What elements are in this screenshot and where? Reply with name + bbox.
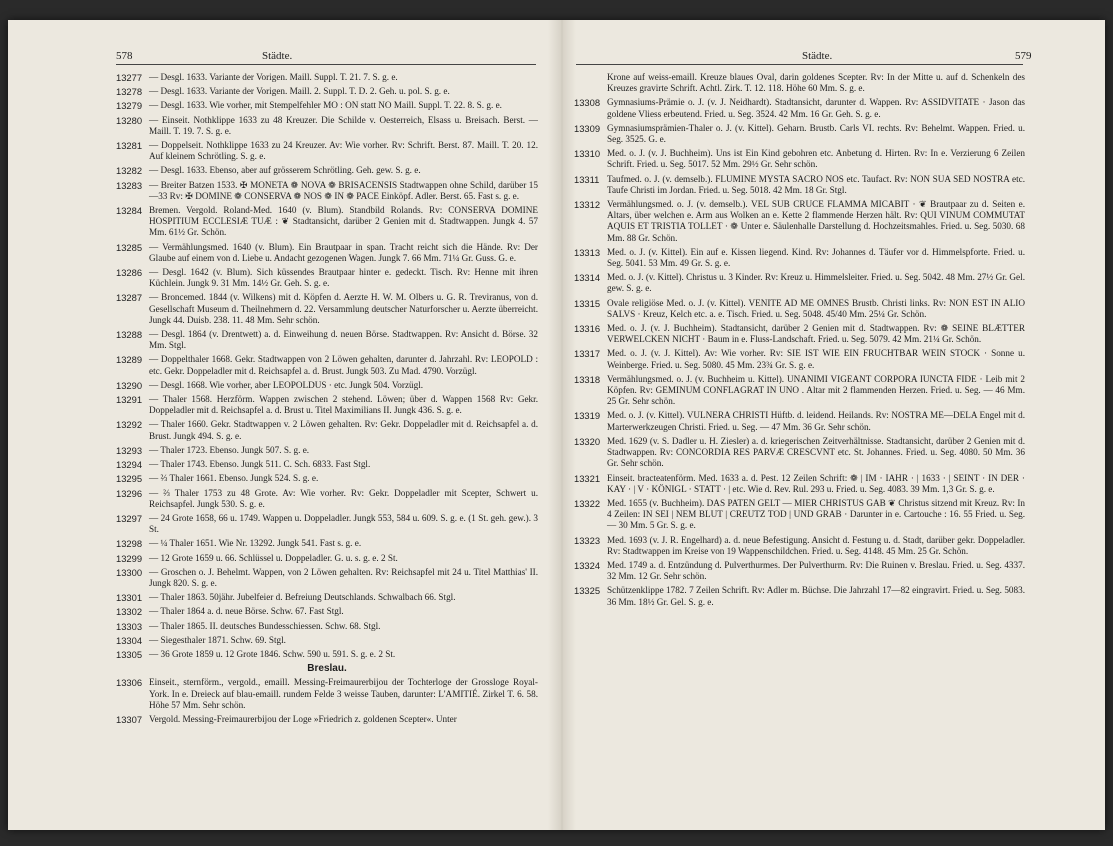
entry-text: Ovale religiöse Med. o. J. (v. Kittel). VENITE AD ME OMNES Brustb. Christi links. Rv: NON EST IN ALIO SALVS · Kreuz, Kelch etc. a. e. Tisch. Fried. u. Seg. 5048. 45/40 Mm. 25¼ Gr. Schön. [607,297,1025,319]
entry-number: 13295 [116,473,143,485]
entry-number: 13290 [116,379,143,391]
catalog-entry [116,538,538,549]
entry-text: — Desgl. 1642 (v. Blum). Sich küssendes Brautpaar hinter e. gedeckt. Tisch. Rv: Henne mit ihren Küchlein. Jungk 9. 31 Mm. 14½ Gr. Geh. S. g. e. [149,267,538,289]
catalog-entry [116,292,538,326]
entry-number: 13283 [116,179,143,191]
entry-number: 13314 [574,272,601,284]
catalog-entry [116,205,538,239]
entry-number: 13317 [574,348,601,360]
catalog-entry [116,419,538,441]
entry-text: Med. o. J. (v. J. Buchheim). Uns ist Ein Kind gebohren etc. Anbetung d. Hirten. Rv: In e. Verzierung 6 Zeilen Schrift. Fried. u. Seg. 5017. 52 Mm. 29½ Gr. Sehr schön. [607,148,1025,170]
entry-number: 13294 [116,459,143,471]
entry-number: 13301 [116,592,143,604]
entry-number: 13296 [116,487,143,499]
entry-text: Bremen. Vergold. Roland-Med. 1640 (v. Blum). Standbild Rolands. Rv: CONSERVA DOMINE HOSPITIUM ECCLESIÆ TUÆ : ❦ Stadtansicht, darüber 2 Genien mit d. Stadtwappen. Jungk 4. 57 Mm. 61½ Gr. Schön. [149,205,538,238]
entry-number: 13300 [116,566,143,578]
catalog-entry [116,267,538,289]
entry-text: Med. o. J. (v. Kittel). Ein auf e. Kissen liegend. Kind. Rv: Johannes d. Täufer vor d. Himmelspforte. Fried. u. Seg. 5041. 53 Mm. 49 Gr. S. g. e. [607,246,1025,269]
continuation-entry [574,72,1025,94]
entry-text: Vermählungsmed. o. J. (v. Buchheim u. Kittel). UNANIMI VIGEANT CORPORA IUNCTA FIDE · Leib mit 2 Köpfen. Rv: GEMINUM CONFLAGRAT IN UNO . Altar mit 2 flammenden Herzen. Fried. u. Seg. — 46 Mm. 25 Gr. Sehr schön. [607,373,1025,407]
section-heading-breslau: Breslau. [307,663,347,675]
entry-text: Einseit., sternförm., vergold., emaill. Messing-Freimaurerbijou der Tochterloge der Grossloge Royal-York. In e. Dreieck auf blau-emaill. rundem Felde 3 weisse Tauben, darunter: L'AMITIÉ. Zirkel T. 6. 58. Höhe 57 Mm. Sehr schön. [149,677,538,710]
catalog-entry [574,298,1025,320]
entry-number: 13322 [574,497,601,509]
entry-text: — Desgl. 1633. Variante der Vorigen. Maill. 2. Suppl. T. D. 2. Geh. u. pol. S. g. e. [149,86,450,97]
catalog-entry [116,329,538,351]
entry-number: 13284 [116,205,143,217]
entry-number: 13324 [574,559,601,571]
entry-text: Med. o. J. (v. Kittel). Christus u. 3 Kinder. Rv: Kreuz u. Himmelsleiter. Fried. u. Seg. 5042. 48 Mm. 27½ Gr. Gel. gew. S. g. e. [607,272,1025,294]
catalog-entry [574,199,1025,244]
entry-number: 13320 [574,435,601,447]
entry-text: — Thaler 1568. Herzförm. Wappen zwischen 2 stehend. Löwen; über d. Wappen 1568 Rv: Gekr. Doppeladler mit d. Reichsapfel a. d. Brust u. Titel Maximilians II. Jungk 436. S. g. e. [149,394,538,416]
entry-text: — Siegesthaler 1871. Schw. 69. Stgl. [149,634,286,645]
catalog-entry [574,148,1025,170]
entry-text: — Doppelthaler 1668. Gekr. Stadtwappen von 2 Löwen gehalten, darunter d. Jahrzahl. Rv: LEOPOLD : etc. Gekr. Doppeladler mit d. Reichsapfel a. d. Brust. Jungk 503. Zu Mad. 4790. Vorzügl. [149,354,538,376]
catalog-entry [116,649,538,660]
entry-text: Vermählungsmed. o. J. (v. demselb.). VEL SUB CRUCE FLAMMA MICABIT · ❦ Brautpaar zu d. Seiten e. Altars, über welchen e. Arm aus Wolken an e. Kette 2 flammende Herzen hält. Rv: QUI VINUM COMMUTAT AQUIS ET TRISTIA TOLLET · ❁ Unter e. Säulenhalle Darstellung d. Hochzeitsmahles. Fried. u. Seg. 5030. 68 Mm. 88 Gr. Schön. [607,199,1025,243]
catalog-entry [116,513,538,535]
entry-text: — 12 Grote 1659 u. 66. Schlüssel u. Doppeladler. G. u. s. g. e. 2 St. [149,552,398,563]
left-running-head: Städte. [262,50,293,62]
entry-text: — Thaler 1723. Ebenso. Jungk 507. S. g. e. [149,444,310,455]
catalog-entry [116,714,538,725]
entry-number: 13308 [574,97,601,109]
entry-text: Med. o. J. (v. J. Buchheim). Stadtansicht, darüber 2 Genien mit d. Stadtwappen. Rv: ❁ SEINE BLÆTTER VERWELCKEN NICHT · Baum in e. Fluss-Landschaft. Fried. u. Seg. 5079. 42 Mm. 21¼ Gr. Schön. [607,323,1025,345]
catalog-entry [574,97,1025,119]
catalog-entry [116,165,538,176]
entry-number: 13299 [116,552,143,564]
entry-number: 13321 [574,472,601,484]
entry-text: Vergold. Messing-Freimaurerbijou der Loge »Friedrich z. goldenen Scepter«. Unter [149,713,457,724]
entry-text: Schützenklippe 1782. 7 Zeilen Schrift. Rv: Adler m. Büchse. Die Jahrzahl 17—82 eingravirt. Fried. u. Seg. 5083. 36 Mm. 18½ Gr. Gel. S. g. e. [607,585,1025,607]
entry-text: — Desgl. 1668. Wie vorher, aber LEOPOLDUS · etc. Jungk 504. Vorzügl. [149,379,424,390]
catalog-entry [574,272,1025,294]
entry-number: 13297 [116,512,143,524]
right-page [566,20,1105,830]
left-page-number: 578 [116,50,133,62]
entry-text: — Thaler 1865. II. deutsches Bundesschiessen. Schw. 68. Stgl. [149,620,381,631]
catalog-entry [116,553,538,564]
entry-number: 13312 [574,199,601,211]
entry-text: — 36 Grote 1859 u. 12 Grote 1846. Schw. 590 u. 591. S. g. e. 2 St. [149,648,396,659]
entry-number: 13319 [574,410,601,422]
entry-text: — Thaler 1863. 50jähr. Jubelfeier d. Befreiung Deutschlands. Schwalbach 66. Stgl. [149,592,456,603]
left-page [8,20,556,830]
entry-text: — Vermählungsmed. 1640 (v. Blum). Ein Brautpaar in span. Tracht reicht sich die Hände. Rv: Der Glaube auf einem von d. Liebe u. Andacht gezogenen Wagen. Jungk 7. 66 Mm. 71¼ Gr. Guss. G. e. [149,241,538,263]
catalog-entry [574,498,1025,532]
entry-number: 13309 [574,122,601,134]
catalog-entry [116,100,538,111]
catalog-entry [574,585,1025,607]
entry-text: Gymnasiumsprämien-Thaler o. J. (v. Kittel). Geharn. Brustb. Carls VI. rechts. Rv: Behelmt. Wappen. Fried. u. Seg. 3525. G. e. [607,122,1025,145]
entry-text: — Breiter Batzen 1533. ✠ MONETA ❁ NOVA ❁ BRISACENSIS Stadtwappen ohne Schild, darüber 15—33 Rv: ✠ DOMINE ❁ CONSERVA ❁ NOS ❁ IN ❁ PACE Einköpf. Adler. Berst. 65. Fast s. g. e. [149,179,538,201]
left-entries-after-list [116,677,538,725]
left-header-rule [116,64,536,65]
book-spread [8,20,1105,830]
entry-text: Med. 1655 (v. Buchheim). DAS PATEN GELT — MIER CHRISTUS GAB ❦ Christus sitzend mit Kreuz. Rv: In 4 Zeilen: IN SEI | NEM BLUT | CREUTZ TOD | UND GRAB · Darunter in e. Cartouche : 16. 55 Fried. u. Seg. — 30 Mm. 5 Gr. S. g. e. [607,497,1025,531]
entry-text: Med. o. J. (v. Kittel). VULNERA CHRISTI Hüftb. d. leidend. Heilands. Rv: NOSTRA ME—DELA Engel mit d. Marterwerkzeugen Christi. Fried. u. Seg. — 47 Mm. 36 Gr. Sehr schön. [607,410,1025,432]
catalog-entry [116,635,538,646]
catalog-entry [116,180,538,202]
left-entries-list [116,72,538,660]
entry-number: 13304 [116,634,143,646]
entry-text: Taufmed. o. J. (v. demselb.). FLUMINE MYSTA SACRO NOS etc. Taufact. Rv: NON SUA SED NOSTRA etc. Taufe Christi im Jordan. Fried. u. Seg. 5018. 42 Mm. 18 Gr. Stgl. [607,173,1025,195]
entry-text: — ⅔ Thaler 1661. Ebenso. Jungk 524. S. g. e. [149,473,319,484]
entry-text: — Thaler 1660. Gekr. Stadtwappen v. 2 Löwen gehalten. Rv: Gekr. Doppeladler mit d. Reichsapfel a. d. Brust. Jungk 494. S. g. e. [149,419,538,441]
right-running-head: Städte. [802,50,833,62]
entry-text: — Groschen o. J. Behelmt. Wappen, von 2 Löwen gehalten. Rv: Reichsapfel mit 24 u. Titel Matthias' II. Jungk 820. S. g. e. [149,566,538,588]
catalog-entry [116,606,538,617]
entry-number: 13287 [116,292,143,304]
right-header-rule [576,64,1023,65]
catalog-entry [574,174,1025,196]
entry-number: 13281 [116,140,143,152]
catalog-entry [574,247,1025,269]
entry-number: 13298 [116,538,143,550]
entry-text: — Einseit. Nothklippe 1633 zu 48 Kreuzer. Die Schilde v. Oesterreich, Elsass u. Breisach. Berst. — Maill. T. 19. 7. S. g. e. [149,114,538,136]
catalog-entry [574,123,1025,145]
entry-number: 13311 [574,173,600,185]
continuation-text: Krone auf weiss-emaill. Kreuze blaues Oval, darin goldenes Scepter. Rv: In der Mitte u. auf d. Schenkeln des Kreuzes gravirte Schrift. Achtl. Zirk. T. 12. 118. Höhe 60 Mm. S. g. e. [607,72,1025,94]
catalog-entry [116,72,538,83]
catalog-entry [116,86,538,97]
entry-text: — Desgl. 1633. Ebenso, aber auf grösserem Schrötling. Geh. gew. S. g. e. [149,165,421,176]
entry-number: 13280 [116,114,143,126]
right-page-number: 579 [1015,50,1032,62]
entry-number: 13313 [574,246,601,258]
entry-text: — Broncemed. 1844 (v. Wilkens) mit d. Köpfen d. Aerzte H. W. M. Olbers u. G. R. Treviranus, von d. Gesellschaft Museum d. Theilnehmern d. 22. Versammlung deutscher Naturforscher u. Aerzte überreicht. Jungk 44. Duisb. 238. 11. 48 Mm. Sehr schön. [149,292,538,325]
catalog-entry [574,348,1025,370]
entry-number: 13277 [116,72,143,83]
catalog-entry [116,592,538,603]
entry-text: — Thaler 1743. Ebenso. Jungk 511. C. Sch. 6833. Fast Stgl. [149,459,371,470]
entry-text: — 24 Grote 1658, 66 u. 1749. Wappen u. Doppeladler. Jungk 553, 584 u. 609. S. g. e. (1 St. geh. gew.). 3 St. [149,512,538,535]
entry-text: Gymnasiums-Prämie o. J. (v. J. Neidhardt). Stadtansicht, darunter d. Wappen. Rv: ASSIDVITATE · Jason das goldene Vliess erbeutend. Fried. u. Seg. 3524. 42 Mm. 16 Gr. Geh. S. g. e. [607,97,1025,119]
entry-number: 13307 [116,713,143,725]
catalog-entry [116,140,538,162]
right-page-body [574,72,1025,611]
catalog-entry [116,488,538,510]
catalog-entry [116,354,538,376]
catalog-entry [116,677,538,711]
entry-number: 13278 [116,86,143,98]
entry-number: 13310 [574,148,601,160]
entry-number: 13289 [116,354,143,366]
right-entries-list [574,97,1025,607]
catalog-entry [574,323,1025,345]
catalog-entry [574,535,1025,557]
entry-number: 13303 [116,620,143,632]
entry-text: Med. 1749 a. d. Entzündung d. Pulverthurmes. Der Pulverthurm. Rv: Die Ruinen v. Breslau. Fried. u. Seg. 4337. 32 Mm. 12 Gr. Sehr schön. [607,559,1025,582]
entry-number: 13323 [574,534,601,546]
catalog-entry [116,445,538,456]
catalog-entry [116,473,538,484]
entry-number: 13282 [116,165,143,177]
catalog-entry [574,436,1025,470]
catalog-entry [116,394,538,416]
entry-number: 13316 [574,323,601,335]
catalog-entry [574,410,1025,432]
entry-number: 13293 [116,444,143,456]
catalog-entry [116,459,538,470]
entry-number: 13286 [116,267,143,279]
catalog-entry [574,374,1025,408]
entry-number: 13305 [116,648,143,660]
entry-number: 13306 [116,677,143,689]
catalog-entry [116,567,538,589]
entry-text: — Thaler 1864 a. d. neue Börse. Schw. 67. Fast Stgl. [149,606,344,617]
entry-number: 13325 [574,585,601,597]
entry-text: — Doppelseit. Nothklippe 1633 zu 24 Kreuzer. Av: Wie vorher. Rv: Schrift. Berst. 87. Maill. T. 20. 12. Auf kleinem Schrötling. S. g. e. [149,140,538,162]
catalog-entry [574,473,1025,495]
entry-text: Med. 1693 (v. J. R. Engelhard) a. d. neue Befestigung. Ansicht d. Festung u. d. Stadt, darüber gekr. Doppeladler. Rv: Stadtwappen im Kreise von 19 Wappenschildchen. Fried. u. Seg. 4148. 45 Mm. 25 Gr. Schön. [607,534,1025,556]
entry-text: Med. 1629 (v. S. Dadler u. H. Ziesler) a. d. kriegerischen Zeitverhältnisse. Stadtansicht, darüber 2 Genien mit d. Stadtwappen. Rv: CONCORDIA RES PARVÆ CRESCVNT etc. St. Johannes. Fried. u. Seg. 4080. 50 Mm. 36 Gr. Sehr schön. [607,435,1025,469]
catalog-entry [116,380,538,391]
entry-number: 13285 [116,241,143,253]
left-page-body [116,72,538,728]
entry-number: 13315 [574,297,601,309]
entry-text: — Desgl. 1633. Wie vorher, mit Stempelfehler MO : ON statt NO Maill. Suppl. T. 22. 8. S. g. e. [149,100,502,111]
entry-text: Med. o. J. (v. J. Kittel). Av: Wie vorher. Rv: SIE IST WIE EIN FRUCHTBAR WEIN STOCK · Sonne u. Weinberge. Fried. u. Seg. 5080. 45 Mm. 23¾ Gr. S. g. e. [607,348,1025,370]
entry-number: 13279 [116,100,143,112]
catalog-entry [574,560,1025,582]
catalog-entry [116,621,538,632]
entry-number: 13291 [116,394,143,406]
catalog-entry [116,115,538,137]
entry-text: — ⅔ Thaler 1753 zu 48 Grote. Av: Wie vorher. Rv: Gekr. Doppeladler mit Scepter, Schwert u. Reichsapfel. Jungk 530. S. g. e. [149,487,538,509]
entry-text: — Desgl. 1633. Variante der Vorigen. Maill. Suppl. T. 21. 7. S. g. e. [149,72,398,82]
catalog-entry [116,242,538,264]
entry-text: Einseit. bracteatenförm. Med. 1633 a. d. Pest. 12 Zeilen Schrift: ❁ | IM · IAHR · | 1633 · | SEINT · IN DER · KAY · | V · KÖNIGL · STATT · | etc. Wie d. Rev. Rul. 293 u. Fried. u. Seg. 4083. 39 Mm. 1,3 Gr. S. g. e. [607,472,1025,494]
entry-text: — ¼ Thaler 1651. Wie Nr. 13292. Jungk 541. Fast s. g. e. [149,538,362,549]
entry-number: 13318 [574,373,601,385]
entry-number: 13292 [116,419,143,431]
entry-number: 13302 [116,606,143,618]
entry-text: — Desgl. 1864 (v. Drentwett) a. d. Einweihung d. neuen Börse. Stadtwappen. Rv: Ansicht d. Börse. 32 Mm. Stgl. [149,329,538,351]
entry-number: 13288 [116,329,143,341]
